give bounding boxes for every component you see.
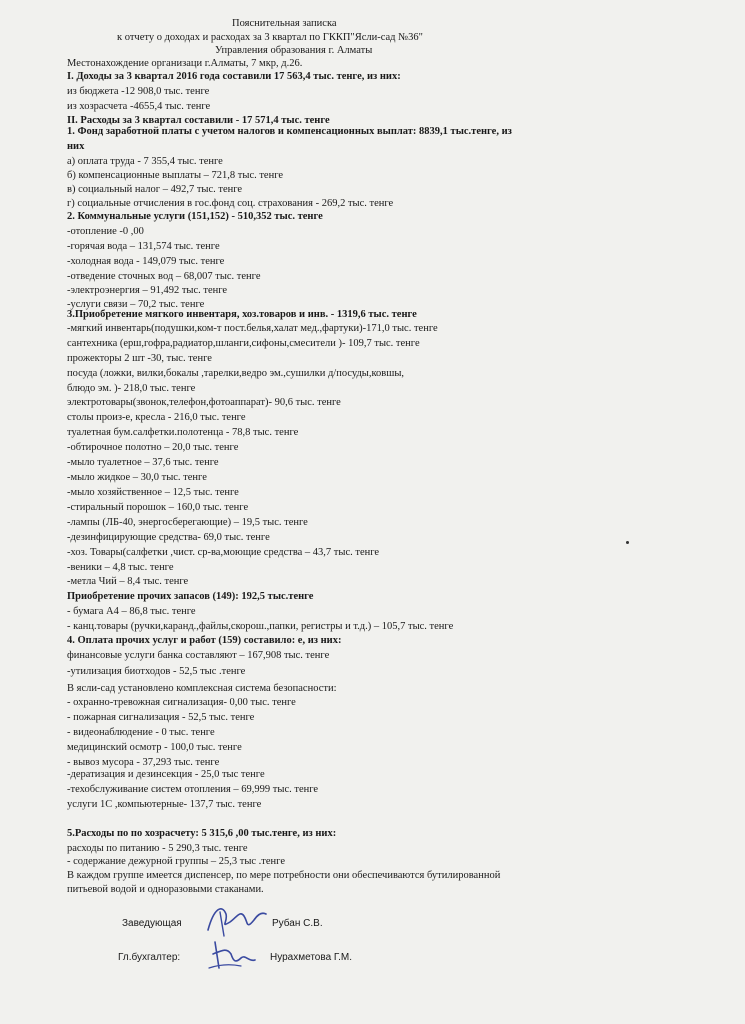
accountant-name: Нурахметова Г.М. [270,952,352,963]
utilities-line: -услуги связи – 70,2 тыс. тенге [67,299,205,310]
doc-org: Управления образования г. Алматы [215,45,373,56]
services-line: -дератизация и дезинсекция - 25,0 тыс тенге [67,769,265,780]
accountant-signature [205,938,260,974]
services-line: - видеонаблюдение - 0 тыс. тенге [67,727,215,738]
inventory-line: -дезинфицирующие средства- 69,0 тыс. тенге [67,532,270,543]
head-name: Рубан С.В. [272,918,323,929]
inventory-line: -мягкий инвентарь(подушки,ком-т пост.белья,халат мед.,фартуки)-171,0 тыс. тенге [67,323,438,334]
services-line: медицинский осмотр - 100,0 тыс. тенге [67,742,242,753]
utilities-line: -отопление -0 ,00 [67,226,144,237]
self-financed-line: - содержание дежурной группы – 25,3 тыс .тенге [67,856,286,867]
inventory-line: -хоз. Товары(салфетки ,чист. ср-ва,моющие средства – 43,7 тыс. тенге [67,547,380,558]
inventory-line: электротовары(звонок,телефон,фотоаппарат)- 90,6 тыс. тенге [67,397,341,408]
self-financed-heading: 5.Расходы по по хозрасчету: 5 315,6 ,00 тыс.тенге, из них: [67,828,337,839]
income-line: из бюджета -12 908,0 тыс. тенге [67,86,210,97]
inventory-line: блюдо эм. )- 218,0 тыс. тенге [67,383,196,394]
services-line: услуги 1С ,компьютерные- 137,7 тыс. тенге [67,799,262,810]
self-financed-line: В каждом группе имеется диспенсер, по мере потребности они обеспечиваются бутилированной [67,870,501,881]
inventory-line: -мыло туалетное – 37,6 тыс. тенге [67,457,219,468]
utilities-line: -электроэнергия – 91,492 тыс. тенге [67,285,228,296]
services-heading: 4. Оплата прочих услуг и работ (159) составило: е, из них: [67,635,342,646]
utilities-line: -горячая вода – 131,574 тыс. тенге [67,241,220,252]
inventory-line: -лампы (ЛБ-40, энергосберегающие) – 19,5 тыс. тенге [67,517,308,528]
income-heading: I. Доходы за 3 квартал 2016 года составили 17 563,4 тыс. тенге, из них: [67,71,401,82]
services-line: - охранно-тревожная сигнализация- 0,00 тыс. тенге [67,697,296,708]
income-line: из хозрасчета -4655,4 тыс. тенге [67,101,211,112]
payroll-line: г) социальные отчисления в гос.фонд соц. страхования - 269,2 тыс. тенге [67,198,394,209]
payroll-line: в) социальный налог – 492,7 тыс. тенге [67,184,243,195]
services-line: -утилизация биотходов - 52,5 тыс .тенге [67,666,246,677]
other-stock-heading: Приобретение прочих запасов (149): 192,5 тыс.тенге [67,591,314,602]
accountant-label: Гл.бухгалтер: [118,952,181,963]
inventory-line: -мыло хозяйственное – 12,5 тыс. тенге [67,487,239,498]
head-signature [200,900,270,940]
inventory-line: прожекторы 2 шт -30, тыс. тенге [67,353,212,364]
doc-subtitle: к отчету о доходах и расходах за 3 квартал по ГККП"Ясли-сад №36" [117,32,423,43]
inventory-line: -веники – 4,8 тыс. тенге [67,562,174,573]
services-line: -техобслуживание систем отопления – 69,999 тыс. тенге [67,784,319,795]
inventory-heading: 3.Приобретение мягкого инвентаря, хоз.товаров и инв. - 1319,6 тыс. тенге [67,309,417,320]
doc-title: Пояснительная записка [232,18,337,29]
payroll-heading-cont: них [67,141,85,152]
inventory-line: столы произ-е, кресла - 216,0 тыс. тенге [67,412,246,423]
inventory-line: сантехника (ерш,гофра,радиатор,шланги,сифоны,смесители )- 109,7 тыс. тенге [67,338,420,349]
other-stock-line: - бумага А4 – 86,8 тыс. тенге [67,606,196,617]
stray-mark [626,541,629,544]
services-line: - вывоз мусора - 37,293 тыс. тенге [67,757,220,768]
services-line: - пожарная сигнализация - 52,5 тыс. тенге [67,712,255,723]
expenses-heading: II. Расходы за 3 квартал составили - 17 571,4 тыс. тенге [67,115,330,126]
inventory-line: -стиральный порошок – 160,0 тыс. тенге [67,502,249,513]
self-financed-line: питьевой водой и одноразовыми стаканами. [67,884,264,895]
other-stock-line: - канц.товары (ручки,каранд.,файлы,скорош.,папки, регистры и т.д.) – 105,7 тыс. тенге [67,621,454,632]
self-financed-line: расходы по питанию - 5 290,3 тыс. тенге [67,843,248,854]
inventory-line: -мыло жидкое – 30,0 тыс. тенге [67,472,207,483]
inventory-line: -метла Чий – 8,4 тыс. тенге [67,576,189,587]
payroll-heading: 1. Фонд заработной платы с учетом налогов и компенсационных выплат: 8839,1 тыс.тенге, из [67,126,512,137]
payroll-line: б) компенсационные выплаты – 721,8 тыс. тенге [67,170,284,181]
doc-location: Местонахождение организаци г.Алматы, 7 мкр, д.26. [67,58,303,69]
utilities-line: -отведение сточных вод – 68,007 тыс. тенге [67,271,261,282]
utilities-line: -холодная вода - 149,079 тыс. тенге [67,256,225,267]
payroll-line: а) оплата труда - 7 355,4 тыс. тенге [67,156,223,167]
inventory-line: туалетная бум.салфетки.полотенца - 78,8 тыс. тенге [67,427,299,438]
inventory-line: посуда (ложки, вилки,бокалы ,тарелки,ведро эм.,сушилки д/посуды,ковшы, [67,368,405,379]
services-line: В ясли-сад установлено комплексная система безопасности: [67,683,337,694]
utilities-heading: 2. Коммунальные услуги (151,152) - 510,352 тыс. тенге [67,211,323,222]
services-line: финансовые услуги банка составляют – 167,908 тыс. тенге [67,650,330,661]
head-label: Заведующая [122,918,182,929]
inventory-line: -обтирочное полотно – 20,0 тыс. тенге [67,442,239,453]
